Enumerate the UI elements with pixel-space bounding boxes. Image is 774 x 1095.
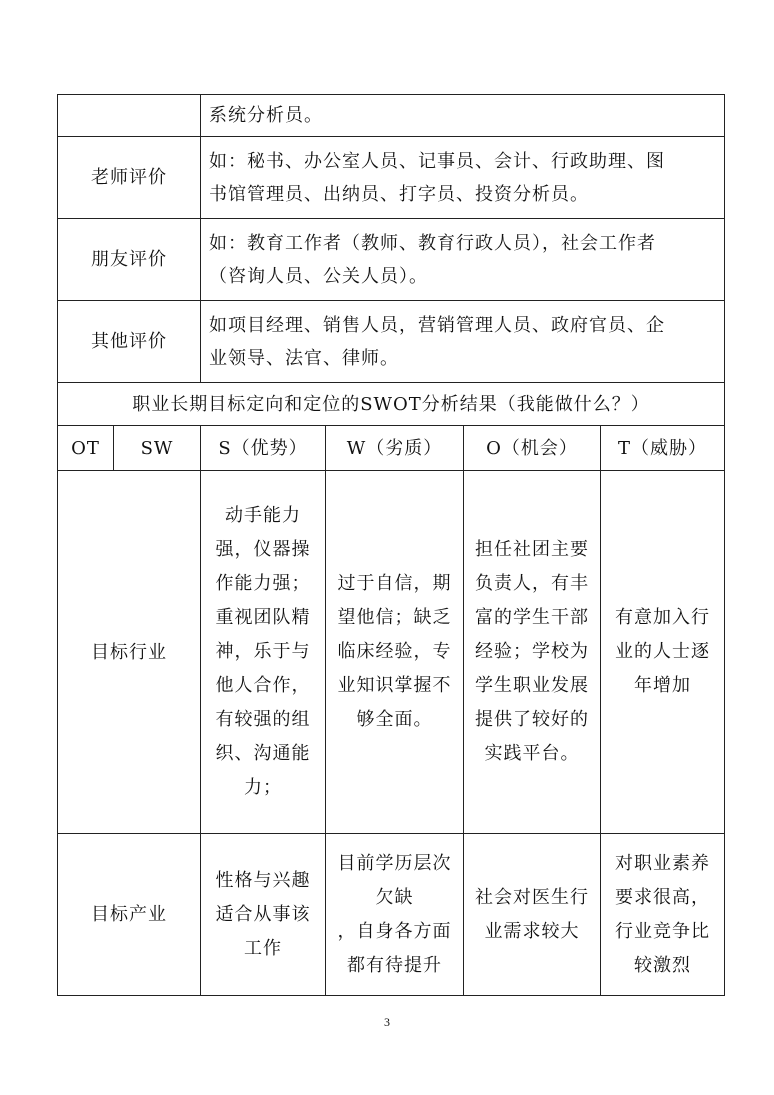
cell-line: 力； <box>244 777 282 798</box>
career-evaluation-table <box>57 94 725 996</box>
swot-title: 职业长期目标定向和定位的SWOT分析结果（我能做什么？） <box>58 383 725 426</box>
header-opportunities: O（机会） <box>464 426 601 471</box>
page-number: 3 <box>384 1015 390 1029</box>
cell-line: 行业竞争比 <box>615 920 710 942</box>
cell-line: 实践平台。 <box>484 743 580 764</box>
cell-line: 重视团队精 <box>215 607 311 628</box>
threats-cell <box>601 834 725 996</box>
content-line: 业领导、法官、律师。 <box>209 347 399 369</box>
cell-line: 都有待提升 <box>347 954 442 976</box>
strengths-cell <box>201 471 326 834</box>
cell-line: 经验；学校为 <box>475 641 589 662</box>
threats-cell <box>601 471 725 834</box>
cell-line: 业需求较大 <box>484 920 580 942</box>
cell-line: 临床经验，专 <box>337 641 452 662</box>
swot-row-label: 目标行业 <box>58 471 201 834</box>
cell-line: 担任社团主要 <box>475 539 589 560</box>
cell-line: 学生职业发展 <box>475 675 589 696</box>
content-line: 如：教育工作者（教师、教育行政人员），社会工作者 <box>209 232 656 254</box>
weaknesses-cell <box>326 471 464 834</box>
evaluation-content <box>201 137 725 219</box>
opportunities-cell <box>464 834 601 996</box>
cell-line: 富的学生干部 <box>475 607 589 628</box>
header-threats: T（威胁） <box>601 426 725 471</box>
cell-line: 他人合作， <box>215 675 311 696</box>
cell-line: 适合从事该 <box>215 903 311 925</box>
cell-line: 对职业素养 <box>615 852 710 874</box>
cell-line: 望他信；缺乏 <box>337 607 452 628</box>
evaluation-content <box>201 95 725 137</box>
header-sw: SW <box>114 426 201 471</box>
cell-line: 有较强的组 <box>215 709 311 730</box>
cell-line: 提供了较好的 <box>475 709 589 730</box>
swot-header-row <box>58 426 725 471</box>
evaluation-label: 老师评价 <box>58 137 201 219</box>
strengths-cell <box>201 834 326 996</box>
cell-line: 强，仪器操 <box>215 539 311 560</box>
cell-line: 有意加入行 <box>615 607 710 628</box>
cell-line: 年增加 <box>634 675 691 696</box>
cell-line: 动手能力 <box>225 505 301 526</box>
evaluation-row-continuation <box>58 95 725 137</box>
cell-line: 织、沟通能 <box>215 743 311 764</box>
cell-line: 要求很高， <box>615 886 710 908</box>
swot-row-target-industry <box>58 471 725 834</box>
evaluation-label: 朋友评价 <box>58 219 201 301</box>
evaluation-content <box>201 219 725 301</box>
content-line: 书馆管理员、出纳员、打字员、投资分析员。 <box>209 183 589 205</box>
cell-line: ，自身各方面 <box>337 920 452 942</box>
content-line: 系统分析员。 <box>209 105 323 126</box>
opportunities-cell <box>464 471 601 834</box>
evaluation-row-teacher <box>58 137 725 219</box>
content-line: 如项目经理、销售人员，营销管理人员、政府官员、企 <box>209 314 665 336</box>
swot-title-row <box>58 383 725 426</box>
cell-line: 性格与兴趣 <box>215 869 311 891</box>
header-ot: OT <box>58 426 114 471</box>
cell-line: 较激烈 <box>634 954 691 976</box>
cell-line: 社会对医生行 <box>475 886 589 908</box>
cell-line: 够全面。 <box>356 709 433 730</box>
header-strengths: S（优势） <box>201 426 326 471</box>
cell-line: 目前学历层次 <box>337 852 452 874</box>
evaluation-row-other <box>58 301 725 383</box>
content-line: 如：秘书、办公室人员、记事员、会计、行政助理、图 <box>209 150 665 172</box>
evaluation-content <box>201 301 725 383</box>
header-weaknesses: W（劣质） <box>326 426 464 471</box>
cell-line: 作能力强； <box>215 573 311 594</box>
swot-row-target-sector <box>58 834 725 996</box>
content-line: （咨询人员、公关人员）。 <box>209 265 428 287</box>
cell-line: 工作 <box>244 937 282 959</box>
evaluation-row-friend <box>58 219 725 301</box>
evaluation-label: 其他评价 <box>58 301 201 383</box>
weaknesses-cell <box>326 834 464 996</box>
cell-line: 负责人，有丰 <box>475 573 589 594</box>
evaluation-label <box>58 95 201 137</box>
cell-line: 欠缺 <box>375 886 414 908</box>
cell-line: 神，乐于与 <box>215 641 311 662</box>
swot-row-label: 目标产业 <box>58 834 201 996</box>
cell-line: 过于自信，期 <box>337 573 452 594</box>
cell-line: 业知识掌握不 <box>337 675 452 696</box>
cell-line: 业的人士逐 <box>615 641 710 662</box>
